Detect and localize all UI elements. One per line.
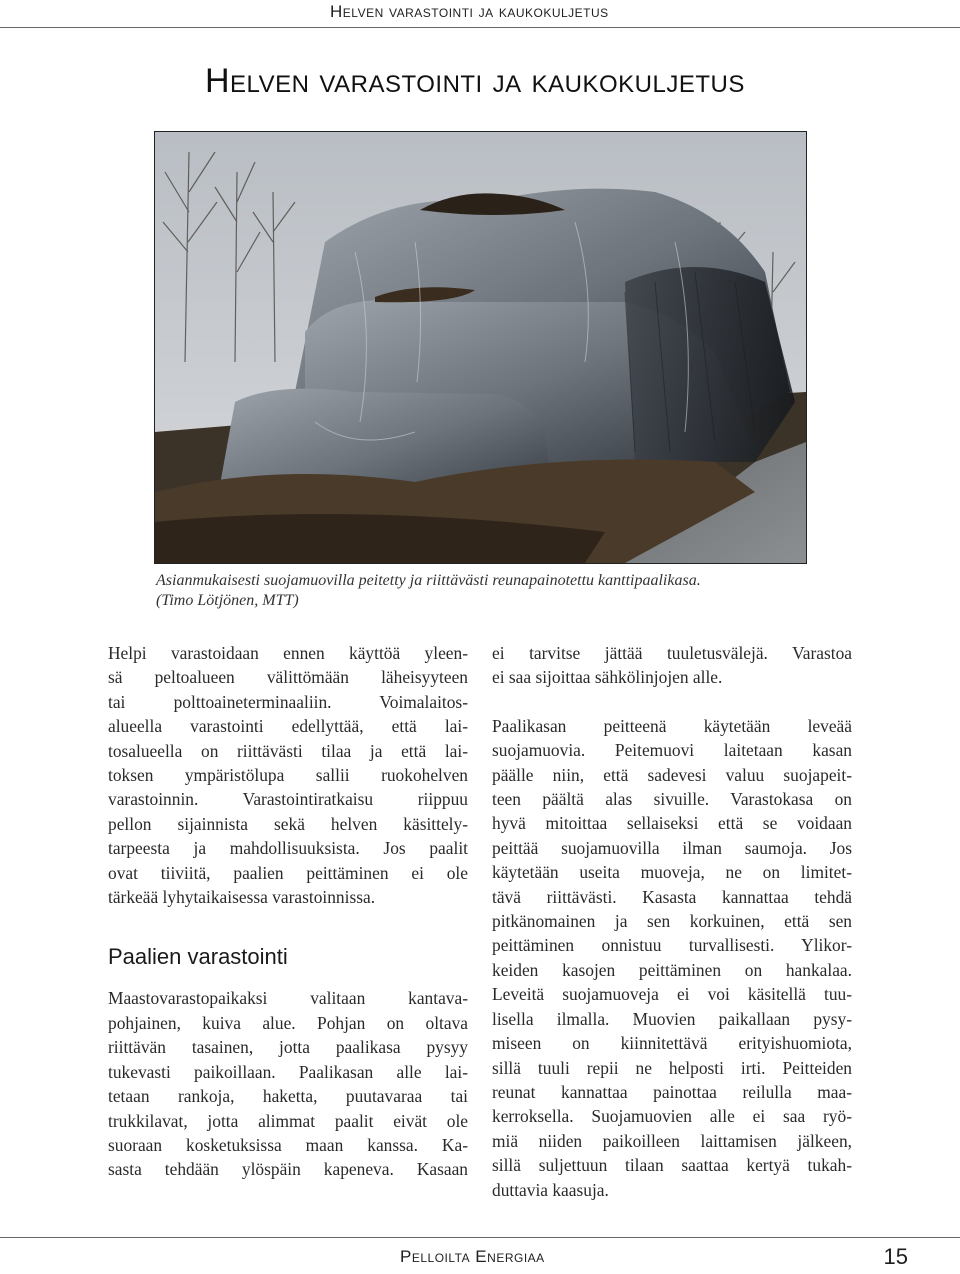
section-heading: Paalien varastointi [108,944,288,970]
right-column [492,641,852,1202]
text-line: tosalueella on riittävästi tilaa ja että lai- [108,740,468,761]
text-line: varastoinnin. Varastointiratkaisu riippuu [108,789,468,810]
page-number: 15 [883,1244,908,1269]
text-line: sillä suljettuun tilaan saattaa kertyä tukah- [492,1155,852,1176]
header-rule [0,27,960,28]
text-line: tetaan rankoja, haketta, puutavaraa tai [108,1086,468,1107]
text-line: tarpeesta ja mahdollisuuksista. Jos paalit [108,838,468,859]
text-line: trukkilavat, jotta alimmat paalit eivät ole [108,1110,468,1131]
text-line: pitkänomainen ja sen korkuinen, että sen [492,911,852,932]
continued-paragraph [492,641,852,690]
text-line: suojamuovia. Peitemuovi laitetaan kasan [492,740,852,761]
text-line: peittäminen onnistuu turvallisesti. Ylikor- [492,935,852,956]
text-line: lisella ilmalla. Muovien paikallaan pysy- [492,1008,852,1029]
text-line: sä peltoalueen välittömään läheisyyteen [108,667,468,688]
paragraph-gap [492,690,852,714]
text-line: pohjainen, kuiva alue. Pohjan on oltava [108,1012,468,1033]
text-line: riittävän tasainen, jotta paalikasa pysyy [108,1037,468,1058]
text-line: reunat kannattaa painottaa reilulla maa- [492,1081,852,1102]
intro-paragraph [108,641,468,909]
text-line: miseen on kiinnitettävä erityishuomiota, [492,1033,852,1054]
text-line: tai polttoaineterminaaliin. Voimalaitos- [108,691,468,712]
text-line: ei saa sijoittaa sähkölinjojen alle. [492,667,723,688]
text-line: ovat tiiviitä, paalien peittäminen ei ole [108,862,468,883]
text-line: miä niiden paikoilleen laittamisen jälkeen, [492,1130,852,1151]
text-line: käytetään useita muoveja, ne on limitet- [492,862,852,883]
text-line: sillä tuuli repii ne helposti irti. Peitteiden [492,1057,852,1078]
text-line: peittää suojamuovilla ilman saumoja. Jos [492,837,852,858]
text-line: duttavia kaasuja. [492,1179,609,1200]
caption-credit: (Timo Lötjönen, MTT) [156,592,299,609]
text-line: tävä riittävästi. Kasasta kannattaa tehdä [492,886,852,907]
text-line: Helpi varastoidaan ennen käyttöä yleen- [108,643,468,663]
text-line: ei tarvitse jättää tuuletusvälejä. Varastoa [492,643,852,663]
text-line: teen päältä alas sivuille. Varastokasa on [492,789,852,810]
text-line: toksen ympäristölupa sallii ruokohelven [108,765,468,786]
caption-line: Asianmukaisesti suojamuovilla peitetty ja riittävästi reunapainotettu kanttipaalikasa. [156,572,701,589]
text-line: Leveitä suojamuoveja ei voi käsitellä tuu- [492,984,852,1005]
text-line: päälle niin, että sadevesi valuu suojapeit- [492,764,852,785]
text-line: Paalikasan peitteenä käytetään leveää [492,715,852,736]
storage-paragraph [108,986,468,1181]
text-line: pellon sijainnista sekä helven käsittely- [108,813,468,834]
text-line: sasta tehdään ylöspäin kapeneva. Kasaan [108,1159,468,1180]
footer-rule [0,1237,960,1238]
left-column [108,641,468,1182]
text-line: alueella varastointi edellyttää, että lai- [108,716,468,737]
running-header [0,0,960,36]
text-line: Maastovarastopaikaksi valitaan kantava- [108,988,468,1009]
text-line: keiden kasojen peittäminen on hankalaa. [492,959,852,980]
text-line: tärkeää lyhytaikaisessa varastoinnissa. [108,887,376,908]
text-line: tukevasti paikoillaan. Paalikasan alle lai- [108,1061,468,1082]
text-line: suoraan kosketuksissa maan kanssa. Ka- [108,1134,468,1155]
running-header-title: Helven varastointi ja kaukokuljetus [330,2,609,21]
running-footer-title: Pelloilta Energiaa [400,1247,545,1266]
covering-paragraph [492,714,852,1202]
page-title: Helven varastointi ja kaukokuljetus [205,62,745,100]
text-line: hyvä mitoittaa sellaiseksi että se voidaan [492,813,852,834]
text-line: kerroksella. Suojamuovien alle ei saa ryö- [492,1106,852,1127]
photo-caption [156,571,806,611]
bale-stack-photo [154,131,807,564]
